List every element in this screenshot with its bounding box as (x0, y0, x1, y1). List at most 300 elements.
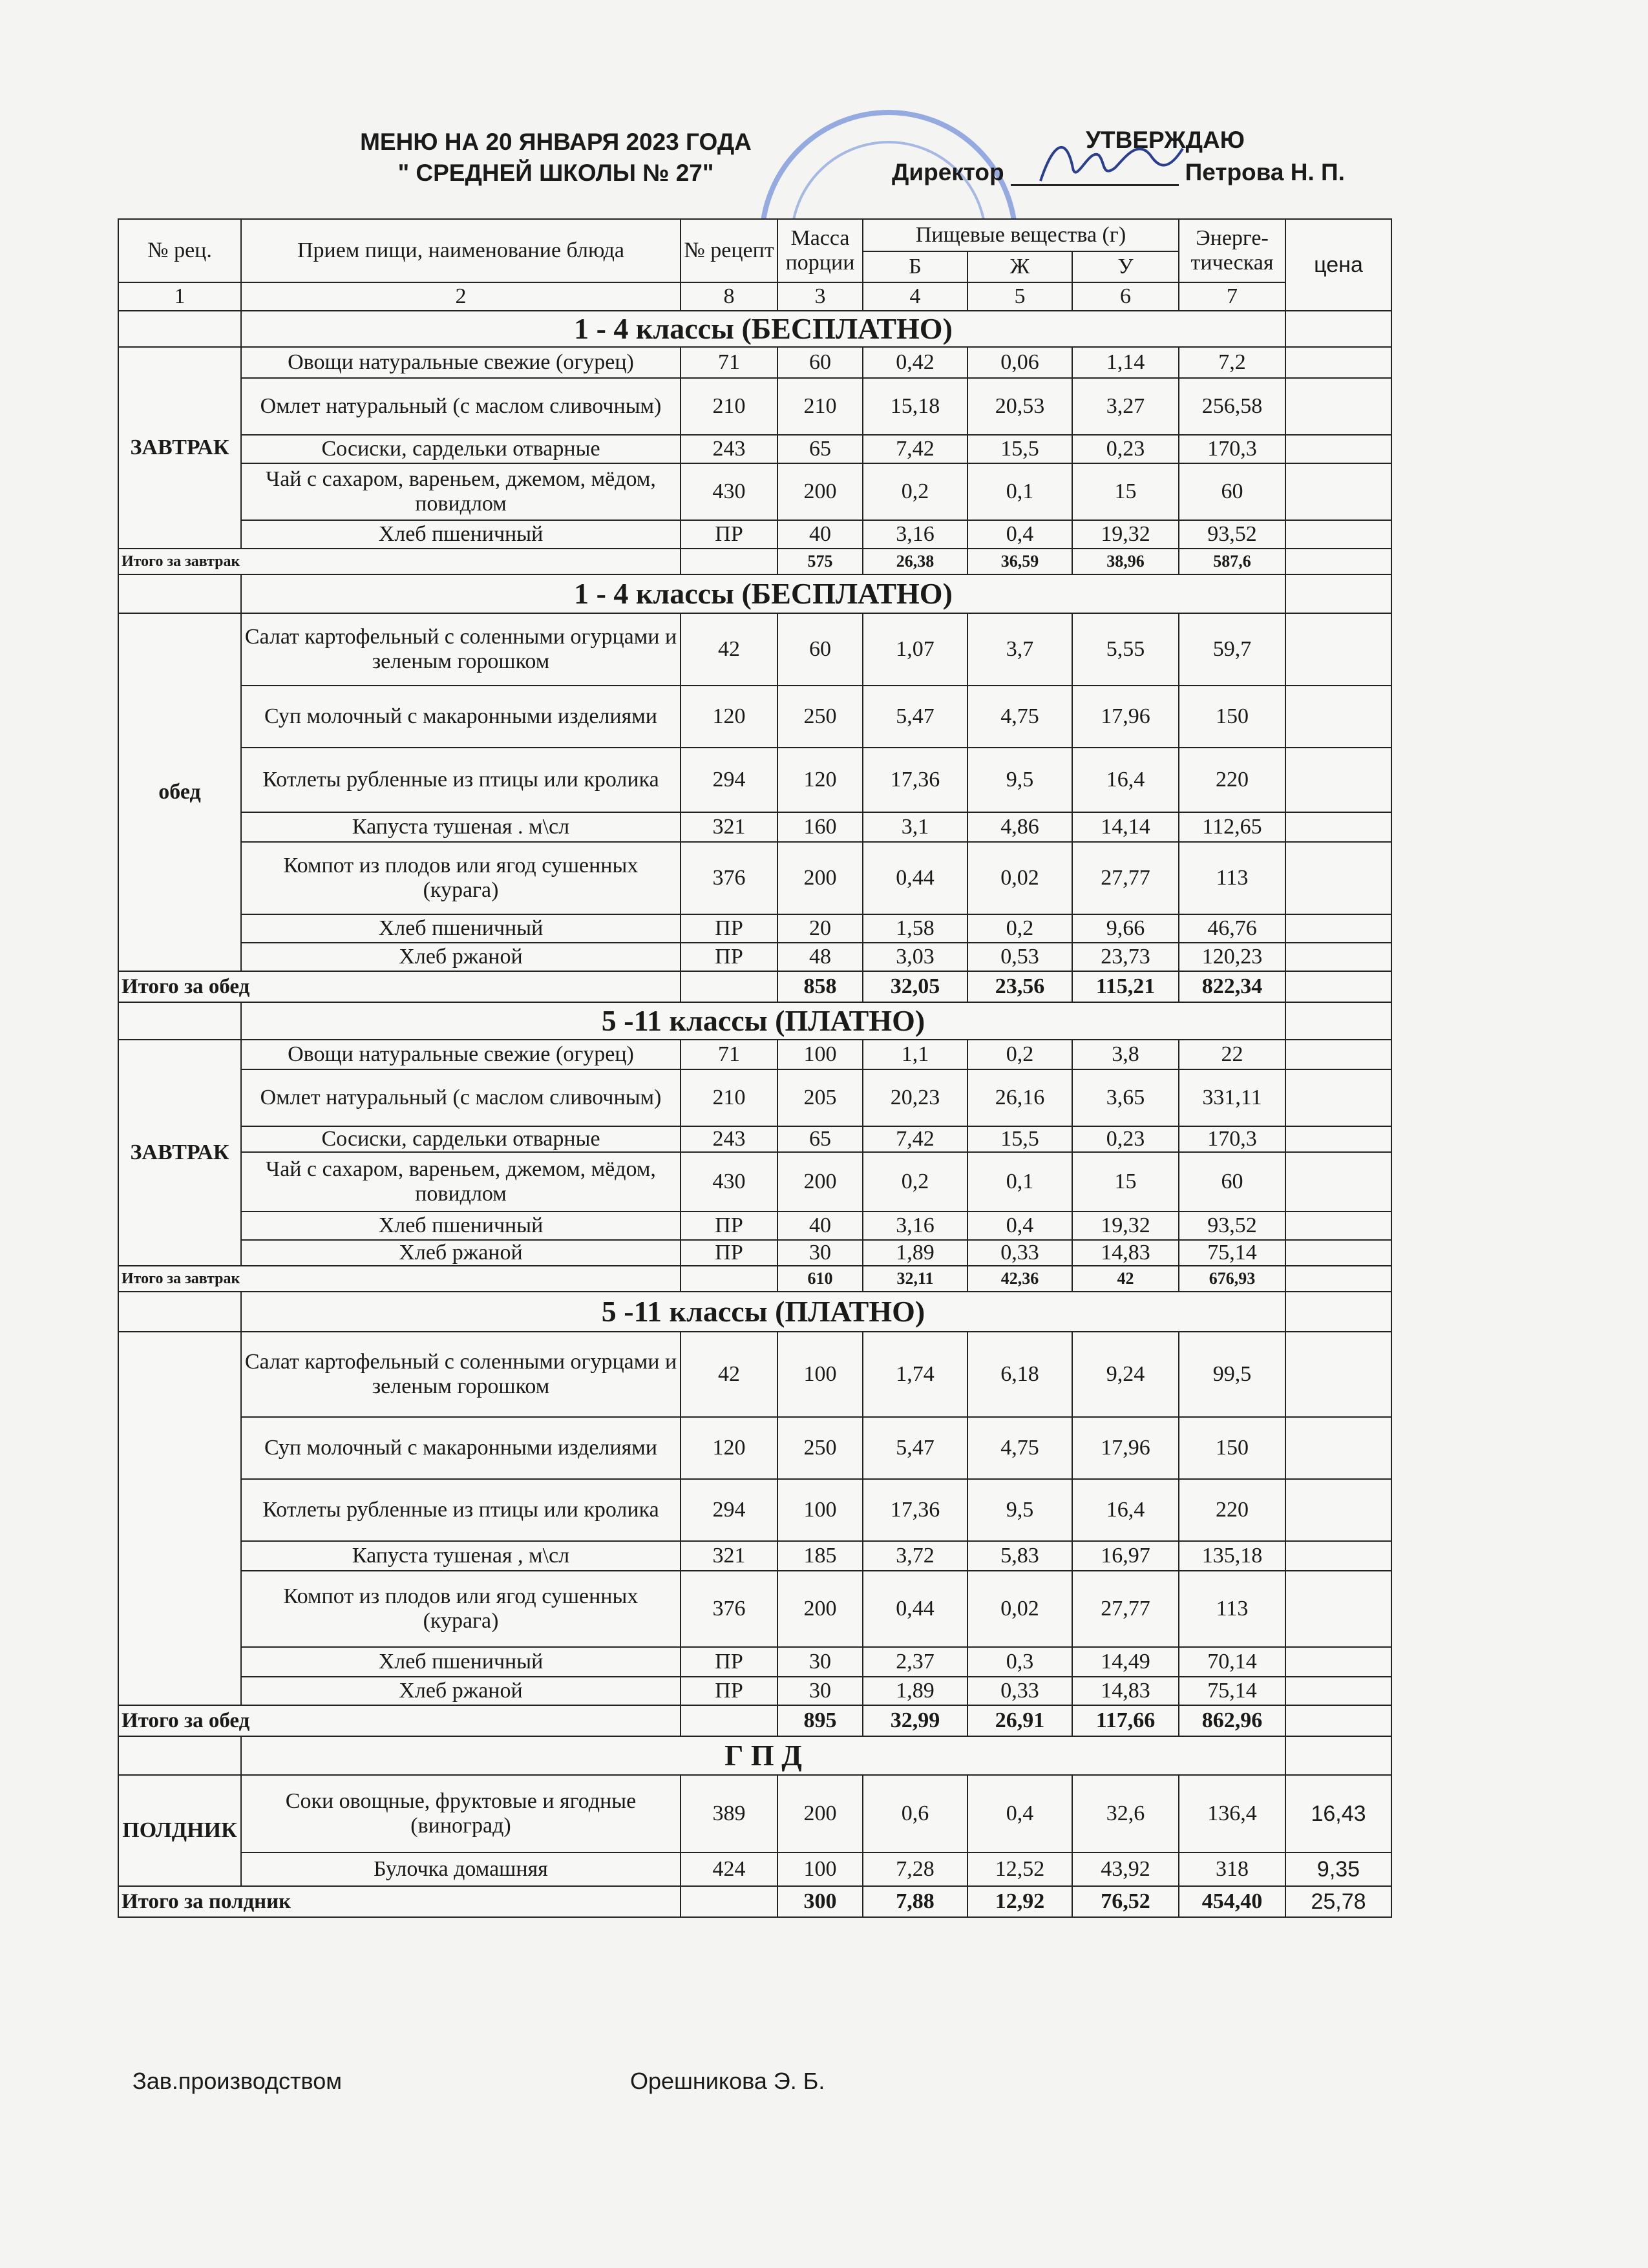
col-index: 1 (118, 282, 241, 311)
protein: 7,42 (863, 1126, 967, 1152)
total-fat: 26,91 (967, 1705, 1072, 1736)
price (1285, 748, 1391, 812)
protein: 3,1 (863, 812, 967, 842)
energy: 46,76 (1179, 914, 1285, 943)
protein: 20,23 (863, 1069, 967, 1126)
carbs: 1,14 (1072, 347, 1179, 378)
carbs: 19,32 (1072, 520, 1179, 549)
carbs: 3,65 (1072, 1069, 1179, 1126)
recipe-no: 71 (681, 347, 777, 378)
carbs: 17,96 (1072, 686, 1179, 748)
dish-name: Капуста тушеная , м\сл (241, 1541, 681, 1571)
energy: 256,58 (1179, 378, 1285, 435)
protein: 5,47 (863, 1417, 967, 1479)
fat: 4,86 (967, 812, 1072, 842)
dish-name: Омлет натуральный (с маслом сливочным) (241, 1069, 681, 1126)
fat: 9,5 (967, 748, 1072, 812)
fat: 0,1 (967, 1152, 1072, 1212)
energy: 7,2 (1179, 347, 1285, 378)
total-carbs: 38,96 (1072, 549, 1179, 574)
price (1285, 1417, 1391, 1479)
portion-mass: 65 (777, 1126, 863, 1152)
dish-name: Овощи натуральные свежие (огурец) (241, 1040, 681, 1069)
empty-cell (118, 311, 241, 347)
fat: 15,5 (967, 435, 1072, 463)
total-mass: 300 (777, 1886, 863, 1917)
portion-mass: 200 (777, 1775, 863, 1853)
recipe-no: 71 (681, 1040, 777, 1069)
recipe-no: ПР (681, 1677, 777, 1705)
col-index: 6 (1072, 282, 1179, 311)
recipe-no: 120 (681, 686, 777, 748)
dish-name: Котлеты рубленные из птицы или кролика (241, 748, 681, 812)
portion-mass: 250 (777, 686, 863, 748)
portion-mass: 100 (777, 1853, 863, 1886)
meal-label-snack: ПОЛДНИК (118, 1775, 241, 1886)
recipe-no: 42 (681, 613, 777, 686)
section-title: Г П Д (241, 1736, 1285, 1775)
protein: 17,36 (863, 748, 967, 812)
col-header-num: № рец. (118, 219, 241, 282)
recipe-no: ПР (681, 943, 777, 971)
dish-name: Омлет натуральный (с маслом сливочным) (241, 378, 681, 435)
dish-name: Чай с сахаром, вареньем, джемом, мёдом, повидлом (241, 463, 681, 520)
meal-label-lunch: обед (118, 613, 241, 971)
empty-cell (1285, 574, 1391, 613)
recipe-no: 430 (681, 1152, 777, 1212)
portion-mass: 200 (777, 1571, 863, 1647)
dish-name: Хлеб ржаной (241, 943, 681, 971)
recipe-no: 210 (681, 378, 777, 435)
dish-name: Салат картофельный с соленными огурцами и зеленым горошком (241, 613, 681, 686)
price (1285, 613, 1391, 686)
portion-mass: 100 (777, 1040, 863, 1069)
col-header-u: У (1072, 251, 1179, 282)
col-index: 8 (681, 282, 777, 311)
energy: 112,65 (1179, 812, 1285, 842)
protein: 3,72 (863, 1541, 967, 1571)
section-title: 1 - 4 классы (БЕСПЛАТНО) (241, 574, 1285, 613)
carbs: 14,83 (1072, 1677, 1179, 1705)
price (1285, 1677, 1391, 1705)
protein: 1,58 (863, 914, 967, 943)
total-carbs: 117,66 (1072, 1705, 1179, 1736)
recipe-no: ПР (681, 1212, 777, 1240)
footer-name: Орешникова Э. Б. (630, 2068, 825, 2094)
price: 9,35 (1285, 1853, 1391, 1886)
total-protein: 32,05 (863, 971, 967, 1002)
energy: 93,52 (1179, 1212, 1285, 1240)
carbs: 14,49 (1072, 1647, 1179, 1677)
approve-label: УТВЕРЖДАЮ (1086, 127, 1245, 153)
protein: 0,2 (863, 1152, 967, 1212)
recipe-no: 294 (681, 748, 777, 812)
fat: 6,18 (967, 1332, 1072, 1417)
energy: 60 (1179, 1152, 1285, 1212)
portion-mass: 65 (777, 435, 863, 463)
portion-mass: 60 (777, 347, 863, 378)
footer-role: Зав.производством (132, 2068, 342, 2094)
dish-name: Хлеб пшеничный (241, 1212, 681, 1240)
protein: 3,03 (863, 943, 967, 971)
total-carbs: 76,52 (1072, 1886, 1179, 1917)
total-mass: 895 (777, 1705, 863, 1736)
total-mass: 858 (777, 971, 863, 1002)
empty-cell (118, 574, 241, 613)
menu-table (118, 218, 1392, 1918)
carbs: 14,83 (1072, 1240, 1179, 1266)
recipe-no: 210 (681, 1069, 777, 1126)
price (1285, 435, 1391, 463)
portion-mass: 200 (777, 1152, 863, 1212)
price (1285, 914, 1391, 943)
col-index: 5 (967, 282, 1072, 311)
fat: 0,33 (967, 1677, 1072, 1705)
fat: 26,16 (967, 1069, 1072, 1126)
fat: 0,02 (967, 1571, 1072, 1647)
fat: 0,3 (967, 1647, 1072, 1677)
total-fat: 36,59 (967, 549, 1072, 574)
carbs: 16,4 (1072, 1479, 1179, 1541)
price (1285, 463, 1391, 520)
portion-mass: 160 (777, 812, 863, 842)
fat: 5,83 (967, 1541, 1072, 1571)
energy: 220 (1179, 1479, 1285, 1541)
empty-cell (118, 1002, 241, 1040)
energy: 113 (1179, 842, 1285, 914)
empty-cell (1285, 1736, 1391, 1775)
protein: 3,16 (863, 520, 967, 549)
dish-name: Хлеб пшеничный (241, 1647, 681, 1677)
total-energy: 587,6 (1179, 549, 1285, 574)
recipe-no: 424 (681, 1853, 777, 1886)
col-index: 4 (863, 282, 967, 311)
empty-cell (1285, 1002, 1391, 1040)
recipe-no: ПР (681, 914, 777, 943)
portion-mass: 200 (777, 842, 863, 914)
menu-title (310, 127, 801, 189)
fat: 0,2 (967, 914, 1072, 943)
energy: 318 (1179, 1853, 1285, 1886)
fat: 0,33 (967, 1240, 1072, 1266)
total-fat: 23,56 (967, 971, 1072, 1002)
carbs: 43,92 (1072, 1853, 1179, 1886)
fat: 0,02 (967, 842, 1072, 914)
price (1285, 1240, 1391, 1266)
total-protein: 32,11 (863, 1266, 967, 1292)
total-label: Итого за полдник (118, 1886, 681, 1917)
col-header-b: Б (863, 251, 967, 282)
price (1285, 378, 1391, 435)
protein: 0,44 (863, 842, 967, 914)
empty-cell (1285, 1292, 1391, 1332)
portion-mass: 30 (777, 1647, 863, 1677)
recipe-no: 376 (681, 842, 777, 914)
recipe-no: ПР (681, 520, 777, 549)
energy: 170,3 (1179, 1126, 1285, 1152)
recipe-no: 376 (681, 1571, 777, 1647)
empty-cell (681, 1705, 777, 1736)
portion-mass: 20 (777, 914, 863, 943)
price (1285, 812, 1391, 842)
price (1285, 943, 1391, 971)
fat: 0,1 (967, 463, 1072, 520)
total-carbs: 115,21 (1072, 971, 1179, 1002)
total-label: Итого за обед (118, 1705, 681, 1736)
col-header-energy: Энерге- тическая (1179, 219, 1285, 282)
recipe-no: 120 (681, 1417, 777, 1479)
dish-name: Сосиски, сардельки отварные (241, 1126, 681, 1152)
total-price: 25,78 (1285, 1886, 1391, 1917)
dish-name: Суп молочный с макаронными изделиями (241, 686, 681, 748)
total-fat: 12,92 (967, 1886, 1072, 1917)
price (1285, 1040, 1391, 1069)
price (1285, 1479, 1391, 1541)
empty-cell (1285, 311, 1391, 347)
energy: 150 (1179, 1417, 1285, 1479)
total-price (1285, 971, 1391, 1002)
total-energy: 862,96 (1179, 1705, 1285, 1736)
carbs: 14,14 (1072, 812, 1179, 842)
col-header-price: цена (1285, 219, 1391, 311)
protein: 0,42 (863, 347, 967, 378)
total-label: Итого за обед (118, 971, 681, 1002)
total-price (1285, 1705, 1391, 1736)
protein: 17,36 (863, 1479, 967, 1541)
col-header-zh: Ж (967, 251, 1072, 282)
dish-name: Компот из плодов или ягод сушенных (курага) (241, 842, 681, 914)
empty-cell (681, 971, 777, 1002)
dish-name: Чай с сахаром, вареньем, джемом, мёдом, повидлом (241, 1152, 681, 1212)
energy: 60 (1179, 463, 1285, 520)
total-price (1285, 1266, 1391, 1292)
director-name: Петрова Н. П. (1185, 159, 1345, 185)
dish-name: Хлеб ржаной (241, 1677, 681, 1705)
energy: 220 (1179, 748, 1285, 812)
fat: 0,2 (967, 1040, 1072, 1069)
recipe-no: 294 (681, 1479, 777, 1541)
total-energy: 822,34 (1179, 971, 1285, 1002)
protein: 0,2 (863, 463, 967, 520)
total-mass: 610 (777, 1266, 863, 1292)
protein: 7,28 (863, 1853, 967, 1886)
price (1285, 686, 1391, 748)
protein: 1,07 (863, 613, 967, 686)
energy: 113 (1179, 1571, 1285, 1647)
total-mass: 575 (777, 549, 863, 574)
protein: 0,6 (863, 1775, 967, 1853)
price (1285, 1332, 1391, 1417)
protein: 5,47 (863, 686, 967, 748)
price (1285, 842, 1391, 914)
col-header-recipe: № рецепт (681, 219, 777, 282)
protein: 1,89 (863, 1240, 967, 1266)
portion-mass: 40 (777, 1212, 863, 1240)
protein: 1,1 (863, 1040, 967, 1069)
dish-name: Хлеб пшеничный (241, 520, 681, 549)
recipe-no: ПР (681, 1240, 777, 1266)
dish-name: Булочка домашняя (241, 1853, 681, 1886)
carbs: 5,55 (1072, 613, 1179, 686)
energy: 22 (1179, 1040, 1285, 1069)
portion-mass: 40 (777, 520, 863, 549)
price (1285, 520, 1391, 549)
protein: 0,44 (863, 1571, 967, 1647)
portion-mass: 250 (777, 1417, 863, 1479)
price (1285, 347, 1391, 378)
energy: 70,14 (1179, 1647, 1285, 1677)
empty-cell (118, 1736, 241, 1775)
dish-name: Хлеб пшеничный (241, 914, 681, 943)
director-signature (1028, 129, 1196, 194)
carbs: 19,32 (1072, 1212, 1179, 1240)
fat: 9,5 (967, 1479, 1072, 1541)
fat: 15,5 (967, 1126, 1072, 1152)
fat: 0,4 (967, 1212, 1072, 1240)
portion-mass: 60 (777, 613, 863, 686)
protein: 15,18 (863, 378, 967, 435)
carbs: 16,4 (1072, 748, 1179, 812)
price (1285, 1571, 1391, 1647)
price (1285, 1126, 1391, 1152)
meal-label-breakfast: ЗАВТРАК (118, 347, 241, 549)
empty-cell (681, 549, 777, 574)
price (1285, 1069, 1391, 1126)
dish-name: Капуста тушеная . м\сл (241, 812, 681, 842)
fat: 0,4 (967, 1775, 1072, 1853)
meal-label-breakfast: ЗАВТРАК (118, 1040, 241, 1266)
col-index: 7 (1179, 282, 1285, 311)
empty-cell (681, 1886, 777, 1917)
recipe-no: 430 (681, 463, 777, 520)
protein: 7,42 (863, 435, 967, 463)
fat: 0,4 (967, 520, 1072, 549)
carbs: 16,97 (1072, 1541, 1179, 1571)
protein: 1,74 (863, 1332, 967, 1417)
portion-mass: 210 (777, 378, 863, 435)
energy: 93,52 (1179, 520, 1285, 549)
empty-cell (118, 1292, 241, 1332)
total-price (1285, 549, 1391, 574)
col-header-mass: Масса порции (777, 219, 863, 282)
carbs: 0,23 (1072, 435, 1179, 463)
price (1285, 1152, 1391, 1212)
fat: 20,53 (967, 378, 1072, 435)
carbs: 0,23 (1072, 1126, 1179, 1152)
energy: 135,18 (1179, 1541, 1285, 1571)
total-protein: 32,99 (863, 1705, 967, 1736)
carbs: 3,8 (1072, 1040, 1179, 1069)
dish-name: Соки овощные, фруктовые и ягодные (виноград) (241, 1775, 681, 1853)
price (1285, 1541, 1391, 1571)
recipe-no: 243 (681, 435, 777, 463)
portion-mass: 30 (777, 1677, 863, 1705)
carbs: 32,6 (1072, 1775, 1179, 1853)
col-header-dish: Прием пищи, наименование блюда (241, 219, 681, 282)
carbs: 9,24 (1072, 1332, 1179, 1417)
portion-mass: 30 (777, 1240, 863, 1266)
protein: 1,89 (863, 1677, 967, 1705)
fat: 4,75 (967, 1417, 1072, 1479)
carbs: 17,96 (1072, 1417, 1179, 1479)
recipe-no: 321 (681, 1541, 777, 1571)
dish-name: Салат картофельный с соленными огурцами и зеленым горошком (241, 1332, 681, 1417)
portion-mass: 48 (777, 943, 863, 971)
recipe-no: 243 (681, 1126, 777, 1152)
portion-mass: 100 (777, 1479, 863, 1541)
portion-mass: 120 (777, 748, 863, 812)
price (1285, 1647, 1391, 1677)
total-energy: 454,40 (1179, 1886, 1285, 1917)
carbs: 27,77 (1072, 842, 1179, 914)
recipe-no: ПР (681, 1647, 777, 1677)
fat: 12,52 (967, 1853, 1072, 1886)
dish-name: Сосиски, сардельки отварные (241, 435, 681, 463)
section-title: 5 -11 классы (ПЛАТНО) (241, 1002, 1285, 1040)
empty-cell (681, 1266, 777, 1292)
dish-name: Компот из плодов или ягод сушенных (курага) (241, 1571, 681, 1647)
section-title: 5 -11 классы (ПЛАТНО) (241, 1292, 1285, 1332)
carbs: 9,66 (1072, 914, 1179, 943)
fat: 0,53 (967, 943, 1072, 971)
portion-mass: 205 (777, 1069, 863, 1126)
fat: 0,06 (967, 347, 1072, 378)
col-index: 3 (777, 282, 863, 311)
total-protein: 26,38 (863, 549, 967, 574)
total-protein: 7,88 (863, 1886, 967, 1917)
col-header-nutrients: Пищевые вещества (г) (863, 219, 1179, 251)
dish-name: Котлеты рубленные из птицы или кролика (241, 1479, 681, 1541)
menu-title-line1: МЕНЮ НА 20 ЯНВАРЯ 2023 ГОДА (360, 129, 752, 155)
total-label: Итого за завтрак (118, 1266, 681, 1292)
energy: 120,23 (1179, 943, 1285, 971)
fat: 3,7 (967, 613, 1072, 686)
energy: 136,4 (1179, 1775, 1285, 1853)
director-label: Директор (892, 159, 1004, 185)
dish-name: Суп молочный с макаронными изделиями (241, 1417, 681, 1479)
recipe-no: 389 (681, 1775, 777, 1853)
protein: 2,37 (863, 1647, 967, 1677)
energy: 59,7 (1179, 613, 1285, 686)
dish-name: Овощи натуральные свежие (огурец) (241, 347, 681, 378)
recipe-no: 321 (681, 812, 777, 842)
carbs: 15 (1072, 463, 1179, 520)
price (1285, 1212, 1391, 1240)
portion-mass: 200 (777, 463, 863, 520)
energy: 170,3 (1179, 435, 1285, 463)
energy: 99,5 (1179, 1332, 1285, 1417)
energy: 75,14 (1179, 1677, 1285, 1705)
section-title: 1 - 4 классы (БЕСПЛАТНО) (241, 311, 1285, 347)
protein: 3,16 (863, 1212, 967, 1240)
energy: 331,11 (1179, 1069, 1285, 1126)
portion-mass: 185 (777, 1541, 863, 1571)
energy: 150 (1179, 686, 1285, 748)
fat: 4,75 (967, 686, 1072, 748)
carbs: 27,77 (1072, 1571, 1179, 1647)
total-energy: 676,93 (1179, 1266, 1285, 1292)
total-fat: 42,36 (967, 1266, 1072, 1292)
total-label: Итого за завтрак (118, 549, 681, 574)
energy: 75,14 (1179, 1240, 1285, 1266)
recipe-no: 42 (681, 1332, 777, 1417)
col-index: 2 (241, 282, 681, 311)
portion-mass: 100 (777, 1332, 863, 1417)
price: 16,43 (1285, 1775, 1391, 1853)
carbs: 15 (1072, 1152, 1179, 1212)
meal-label-lunch (118, 1332, 241, 1705)
menu-title-line2: " СРЕДНЕЙ ШКОЛЫ № 27" (397, 160, 714, 186)
